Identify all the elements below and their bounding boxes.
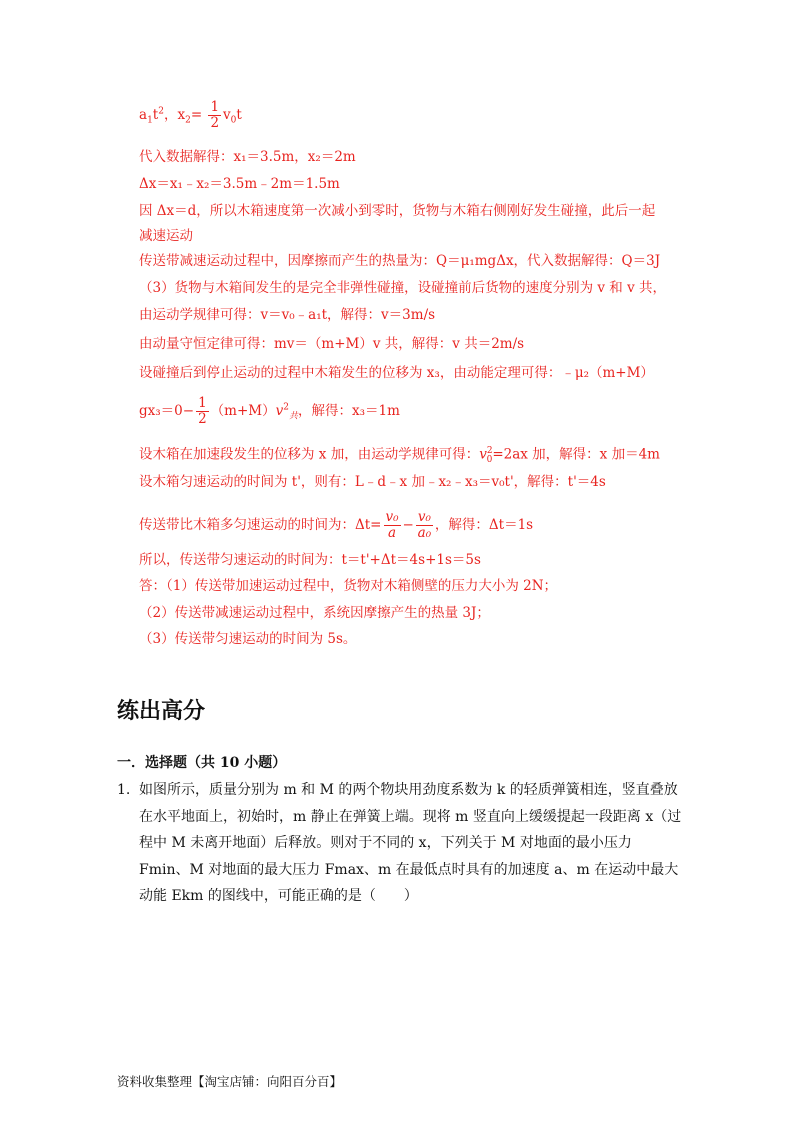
solution-line-1: $a_1t^2$，$x_2=$ $\frac{1}{2}$ $v_0t$ bbox=[139, 99, 242, 131]
fraction-half: $\frac{1}{2}$ bbox=[210, 99, 220, 131]
solution-line-7: （3）货物与木箱间发生的是完全非弹性碰撞，设碰撞前后货物的速度分别为 v 和 v 共， bbox=[139, 280, 667, 296]
solution-line-3: Δx＝x₁﹣x₂＝3.5m﹣2m＝1.5m bbox=[139, 176, 340, 192]
answer-line-2: （2）传送带减速运动过程中，系统因摩擦产生的热量 3J； bbox=[139, 605, 490, 621]
solution-line-8: 由运动学规律可得：v＝v₀﹣a₁t，解得：v＝3m/s bbox=[139, 307, 436, 323]
answer-line-1: 答：（1）传送带加速运动过程中，货物对木箱侧壁的压力大小为 2N； bbox=[139, 578, 558, 594]
solution-line-15: 所以，传送带匀速运动的时间为：t＝t'+Δt＝4s+1s＝5s bbox=[139, 552, 481, 568]
solution-line-5: 减速运动 bbox=[139, 228, 193, 244]
solution-line-14: 传送带比木箱多匀速运动的时间为：Δt= $\frac{\text{v₀}}{a}$ − $\frac{\text{v₀}}{\text{a₀}}$ ，解得：Δt＝1s bbox=[139, 509, 534, 541]
subsection-title: 一．选择题（共 10 小题） bbox=[117, 755, 287, 771]
solution-line-10: 设碰撞后到停止运动的过程中木箱发生的位移为 x₃，由动能定理可得：﹣μ₂（m+M） bbox=[139, 365, 654, 381]
question-1 bbox=[117, 777, 683, 910]
solution-line-6: 传送带减速运动过程中，因摩擦而产生的热量为：Q＝μ₁mgΔx，代入数据解得：Q＝3J bbox=[139, 253, 661, 269]
fraction-v0-over-a0: $\frac{\text{v₀}}{\text{a₀}}$ bbox=[417, 509, 432, 541]
solution-line-13: 设木箱匀速运动的时间为 t'，则有：L﹣d﹣x 加﹣x₂﹣x₃＝v₀t'，解得：t'＝4s bbox=[139, 474, 606, 490]
page-footer: 资料收集整理【淘宝店铺：向阳百分百】 bbox=[117, 1074, 343, 1089]
question-text: 如图所示，质量分别为 m 和 M 的两个物块用劲度系数为 k 的轻质弹簧相连，竖直叠放在水平地面上，初始时，m 静止在弹簧上端。现将 m 竖直向上缓缓提起一段距离 x（过程中 M 未离开地面）后释放。则对于不同的 x，下列关于 M 对地面的最小压力 Fmin、M 对地面的最大压力 Fmax、m 在最低点时具有的加速度 a、m 在运动中最大动能 Ekm 的图线中，可能正确的是（ ） bbox=[139, 782, 682, 904]
fraction-v0-over-a: $\frac{\text{v₀}}{a}$ bbox=[385, 509, 399, 541]
solution-line-2: 代入数据解得：x₁＝3.5m，x₂＝2m bbox=[139, 149, 356, 165]
answer-line-3: （3）传送带匀速运动的时间为 5s。 bbox=[139, 631, 357, 647]
section-title: 练出高分 bbox=[117, 699, 206, 724]
fraction-half-2: $\frac{1}{2}$ bbox=[198, 395, 207, 427]
solution-line-11: gx₃＝0− $\frac{1}{2}$ $(m+M)v^2_共$，解得：x₃＝1m bbox=[139, 395, 400, 427]
solution-line-9: 由动量守恒定律可得：mv＝（m+M）v 共，解得：v 共＝2m/s bbox=[139, 336, 525, 352]
question-number: 1. bbox=[117, 782, 131, 798]
solution-line-12: 设木箱在加速段发生的位移为 x 加，由运动学规律可得：$v^2_0=2ax$ 加，解得：x 加＝4m bbox=[139, 446, 660, 466]
solution-line-4: 因 Δx＝d，所以木箱速度第一次减小到零时，货物与木箱右侧刚好发生碰撞，此后一起 bbox=[139, 203, 656, 219]
